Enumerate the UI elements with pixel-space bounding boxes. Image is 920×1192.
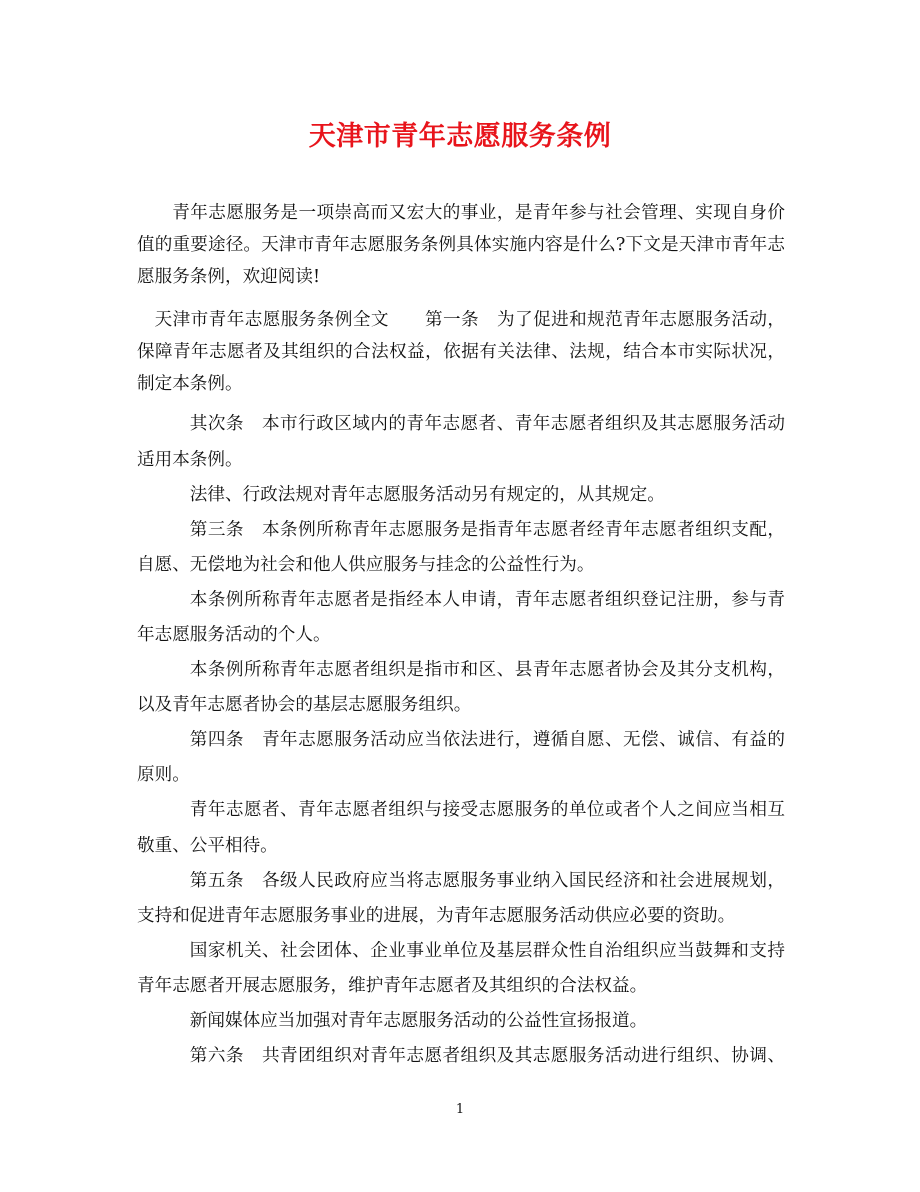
body-line: 天津市青年志愿服务条例全文 第一条 为了促进和规范青年志愿服务活动，	[154, 310, 785, 330]
body-line: 敬重、公平相待。	[137, 835, 278, 856]
paragraph-article-5	[137, 864, 785, 934]
paragraph	[137, 793, 785, 863]
paragraph	[137, 583, 785, 653]
body-line: 自愿、无偿地为社会和他人供应服务与挂念的公益性行为。	[137, 554, 595, 575]
body-line: 本条例所称青年志愿者是指经本人申请，青年志愿者组织登记注册，参与青	[189, 589, 785, 610]
paragraph	[137, 934, 785, 1004]
body-line: 第五条 各级人民政府应当将志愿服务事业纳入国民经济和社会进展规划，	[189, 870, 785, 891]
page-number: 1	[455, 1102, 465, 1117]
body-line: 第三条 本条例所称青年志愿服务是指青年志愿者经青年志愿者组织支配，	[189, 519, 785, 540]
body-line: 法律、行政法规对青年志愿服务活动另有规定的，从其规定。	[189, 484, 665, 505]
body-line: 适用本条例。	[137, 449, 243, 470]
body-line: 支持和促进青年志愿服务事业的进展，为青年志愿服务活动供应必要的资助。	[137, 905, 736, 926]
body-line: 本条例所称青年志愿者组织是指市和区、县青年志愿者协会及其分支机构，	[189, 660, 785, 681]
body-line: 新闻媒体应当加强对青年志愿服务活动的公益性宣扬报道。	[189, 1011, 648, 1032]
body-line: 年志愿服务活动的个人。	[137, 625, 331, 645]
body-line: 第六条 共青团组织对青年志愿者组织及其志愿服务活动进行组织、协调、	[189, 1046, 785, 1067]
body-line: 制定本条例。	[137, 374, 243, 394]
body-line: 原则。	[137, 765, 190, 786]
body-line: 其次条 本市行政区域内的青年志愿者、青年志愿者组织及其志愿服务活动	[189, 414, 785, 435]
paragraph-intro	[137, 197, 785, 293]
paragraph-article-6	[137, 1039, 785, 1074]
paragraph-article-4	[137, 723, 785, 793]
body-line: 第四条 青年志愿服务活动应当依法进行，遵循自愿、无偿、诚信、有益的	[189, 730, 785, 751]
paragraph-article-1	[137, 304, 785, 400]
body-line: 青年志愿者开展志愿服务，维护青年志愿者及其组织的合法权益。	[137, 975, 648, 996]
paragraph	[137, 478, 785, 513]
paragraph	[137, 1004, 785, 1039]
body-line: 青年志愿者、青年志愿者组织与接受志愿服务的单位或者个人之间应当相互	[189, 800, 785, 821]
document-title: 天津市青年志愿服务条例	[308, 121, 612, 152]
body-line: 愿服务条例，欢迎阅读!	[137, 267, 321, 287]
document-body	[137, 197, 785, 1074]
body-line: 国家机关、社会团体、企业事业单位及基层群众性自治组织应当鼓舞和支持	[189, 940, 785, 961]
body-line: 值的重要途径。天津市青年志愿服务条例具体实施内容是什么?下文是天津市青年志	[137, 235, 785, 255]
body-line: 以及青年志愿者协会的基层志愿服务组织。	[137, 695, 472, 716]
paragraph-article-3	[137, 513, 785, 583]
body-line: 保障青年志愿者及其组织的合法权益，依据有关法律、法规，结合本市实际状况，	[137, 342, 785, 362]
body-line: 青年志愿服务是一项崇高而又宏大的事业，是青年参与社会管理、实现自身价	[172, 203, 785, 223]
paragraph	[137, 653, 785, 723]
paragraph-article-2	[137, 407, 785, 477]
